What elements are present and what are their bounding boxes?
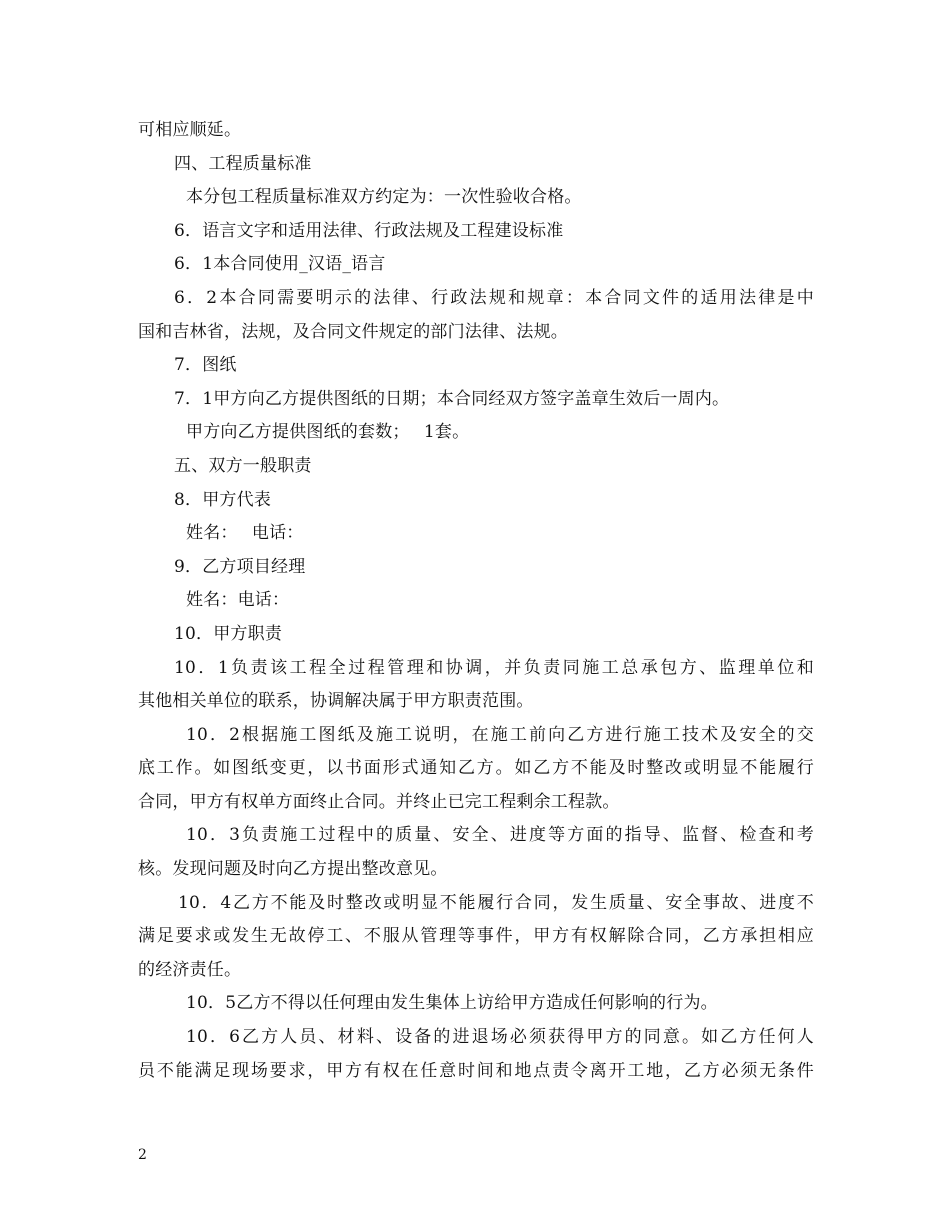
text-line: 6．1本合同使用_汉语_语言 [174, 254, 386, 275]
text-line: 满足要求或发生无故停工、不服从管理等事件，甲方有权解除合同，乙方承担相应 [138, 926, 814, 947]
text-line: 姓名：电话： [186, 590, 290, 611]
page-number: 2 [138, 1147, 147, 1163]
text-line: 8．甲方代表 [174, 489, 272, 510]
text-line: 6．2本合同需要明示的法律、行政法规和规章：本合同文件的适用法律是中 [174, 287, 814, 308]
text-line: 7．图纸 [174, 355, 237, 376]
text-line: 合同，甲方有权单方面终止合同。并终止已完工程剩余工程款。 [138, 791, 620, 812]
text-line: 10．3负责施工过程中的质量、安全、进度等方面的指导、监督、检查和考 [186, 825, 814, 846]
text-line: 其他相关单位的联系，协调解决属于甲方职责范围。 [138, 691, 534, 712]
text-line: 甲方向乙方提供图纸的套数； 1套。 [186, 422, 470, 443]
text-line: 核。发现问题及时向乙方提出整改意见。 [138, 859, 448, 880]
text-line: 的经济责任。 [138, 959, 242, 980]
text-line: 五、双方一般职责 [174, 455, 312, 476]
document-body [138, 114, 814, 1088]
text-line: 10．6乙方人员、材料、设备的进退场必须获得甲方的同意。如乙方任何人 [186, 1027, 814, 1048]
text-line: 底工作。如图纸变更，以书面形式通知乙方。如乙方不能及时整改或明显不能履行 [138, 758, 814, 779]
text-line: 10．5乙方不得以任何理由发生集体上访给甲方造成任何影响的行为。 [186, 993, 718, 1014]
text-line: 7．1甲方向乙方提供图纸的日期；本合同经双方签字盖章生效后一周内。 [174, 388, 730, 409]
text-line: 6．语言文字和适用法律、行政法规及工程建设标准 [174, 220, 564, 241]
text-line: 本分包工程质量标准双方约定为：一次性验收合格。 [186, 187, 582, 208]
text-line: 9．乙方项目经理 [174, 556, 306, 577]
text-line: 姓名： 电话： [186, 523, 304, 544]
text-line: 10．1负责该工程全过程管理和协调，并负责同施工总承包方、监理单位和 [174, 657, 814, 678]
text-line: 10．2根据施工图纸及施工说明，在施工前向乙方进行施工技术及安全的交 [186, 724, 814, 745]
text-line: 四、工程质量标准 [174, 153, 312, 174]
text-line: 员不能满足现场要求，甲方有权在任意时间和地点责令离开工地，乙方必须无条件 [138, 1060, 814, 1081]
text-line: 可相应顺延。 [138, 120, 242, 140]
text-line: 国和吉林省，法规，及合同文件规定的部门法律、法规。 [138, 321, 568, 342]
text-line: 10．4乙方不能及时整改或明显不能履行合同，发生质量、安全事故、进度不 [178, 892, 814, 913]
text-line: 10．甲方职责 [174, 623, 283, 644]
